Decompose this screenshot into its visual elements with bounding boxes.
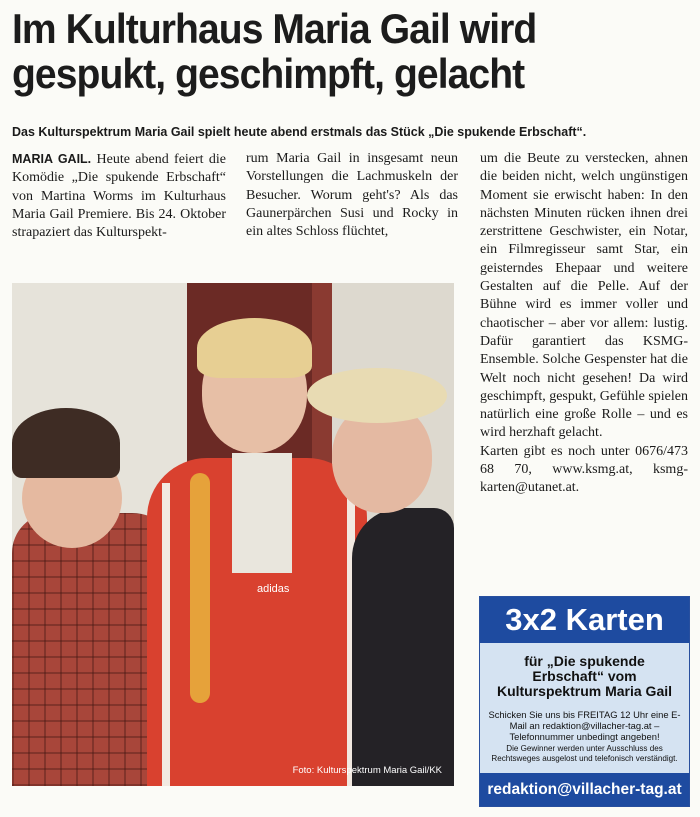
article-column-2 — [246, 150, 458, 241]
subheadline: Das Kulturspektrum Maria Gail spielt heute abend erstmals das Stück „Die spukende Erbschaft“. — [12, 124, 587, 139]
jacket-stripe — [162, 483, 170, 786]
column-2-text: rum Maria Gail in insgesamt neun Vorstellungen die Lachmuskeln der Besucher. Worum geht's? Als das Gaunerpärchen Susi und Rocky in ein altes Schloss flüchtet, — [246, 151, 458, 240]
photo-caption: Foto: Kulturspektrum Maria Gail/KK — [292, 765, 442, 776]
column-3-text: um die Beute zu verstecken, ahnen die beiden nicht, welch ungünstigen Moment sie erwischt haben: In den nächsten Minuten rücken ihnen drei zerstrittene Geschwister, ein Notar, ein Filmregisseur samt Star, ein geisterndes Ehepaar und weitere Gestalten auf die Pelle. Auf der Bühne wird es immer voller und chaotischer – aber vor allem: lustig. Dafür garantiert das KSMG-Ensemble. Solche Gespenster hat die Welt noch nicht gesehen! Da wird geschimpft, gespukt, Gefühle spielen natürlich eine große Rolle – und es wird herzhaft gelacht. — [480, 151, 689, 441]
ticket-contact: Karten gibt es noch unter 0676/473 68 70, www.ksmg.at, ksmg-karten@utanet.at. — [480, 443, 688, 496]
contest-legal-note: Die Gewinner werden unter Ausschluss des Rechtsweges ausgelost und telefonisch verständigt. — [491, 744, 678, 763]
headline: Im Kulturhaus Maria Gail wird gespukt, geschimpft, gelacht — [12, 5, 537, 97]
person-left-hat — [12, 408, 120, 478]
contest-title: 3x2 Karten — [480, 597, 689, 643]
article-column-3 — [480, 150, 688, 498]
person-right-dress — [352, 508, 454, 786]
person-center-hair — [197, 318, 312, 378]
person-center-shirt — [232, 453, 292, 573]
contest-box — [479, 596, 690, 807]
dateline: MARIA GAIL. — [12, 152, 92, 166]
column-1-text: Heute abend feiert die Komödie „Die spukende Erbschaft“ von Martina Worms im Kulturhaus Maria Gail Premiere. Bis 24. Oktober strapaziert das Kulturspekt- — [12, 152, 227, 241]
contest-instructions: Schicken Sie uns bis FREITAG 12 Uhr eine E-Mail an redaktion@villacher-tag.at – Telefonnummer unbedingt angeben! — [488, 709, 681, 743]
contest-subtitle: für „Die spukende Erbschaft“ vom Kulturspektrum Maria Gail — [496, 653, 673, 699]
contest-email: redaktion@villacher-tag.at — [480, 773, 689, 806]
adidas-logo: adidas — [257, 583, 290, 595]
umbrella — [190, 473, 210, 703]
person-right-hat — [307, 368, 447, 423]
article-photo — [12, 283, 454, 786]
article-column-1 — [12, 150, 226, 242]
